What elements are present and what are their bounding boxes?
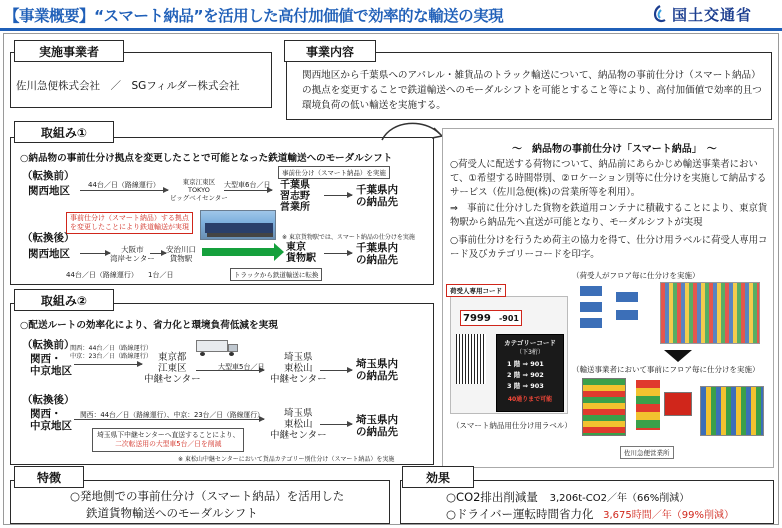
i1-after-label: （転換後） — [22, 232, 75, 244]
initiative2-label: 取組み② — [14, 289, 114, 311]
i1-before-arrow3 — [324, 195, 352, 196]
label-caption: （スマート納品用仕分け用ラベル） — [452, 421, 572, 430]
header-rule — [0, 28, 782, 31]
i1-after-port: 大阪市 湾岸センター — [110, 245, 155, 263]
rail-arrow — [202, 248, 274, 256]
i1-after-arrow1 — [80, 253, 110, 254]
i1-before-note: 事前仕分け（スマート納品）する拠点 を変更したことにより鉄道輸送が実現 — [66, 212, 193, 234]
label-number-box — [460, 310, 522, 326]
smart-heading: ～ 納品物の事前仕分け「スマート納品」 ～ — [512, 144, 717, 155]
effect-driver-label: ○ドライバー運転時間省力化 — [446, 507, 594, 521]
i1-before-center: 東京江東区 TOKYO ビッグベイセンター — [170, 178, 228, 202]
category-item-1: 1 階 ⇒ 901 — [507, 360, 544, 368]
i2-before-dest: 埼玉県内 の納品先 — [356, 358, 398, 382]
i1-after-dest: 千葉県内 の納品先 — [356, 242, 398, 266]
i2-after-origin: 関西・ 中京地区 — [30, 408, 72, 432]
i2-before-label: （転換前） — [22, 339, 75, 351]
i1-after-rail-count: 1台／日 — [148, 271, 174, 279]
effect-co2-value: 3,206t-CO2／年（66%削減） — [549, 493, 690, 504]
smart-p3: ○事前仕分けを行うため荷主の協力を得て、仕分け用ラベルに荷受人専用コード及びカテゴリーコードを印字。 — [450, 235, 768, 260]
i2-after-note-main: 埼玉県下中継センターへ直送することにより、 — [97, 431, 240, 439]
after-shelves — [700, 386, 764, 436]
initiative2-heading: ○配送ルートの効率化により、省力化と環境負荷低減を実現 — [20, 320, 278, 331]
i1-before-arrow1 — [80, 190, 168, 191]
category-box — [496, 334, 564, 412]
i2-before-origin: 関西・ 中京地区 — [30, 353, 72, 377]
category-item-2: 2 階 ⇒ 902 — [507, 371, 544, 379]
i2-after-note-sub: 二次転送用の大型車5台／日を削減 — [115, 440, 222, 448]
smart-p1: ○荷受人に配送する荷物について、納品前にあらかじめ輸送事業者において、①希望する時間帯別、②ロケーション別等に仕分けを実施して納品するサービス（佐川急便(株)の営業所等を利用）。 — [450, 159, 767, 198]
ministry-logo — [652, 2, 778, 26]
i1-after-station: 安治川口 貨物駅 — [166, 245, 196, 263]
business-label: 事業内容 — [284, 40, 376, 62]
i1-after-trunk: 44台／日（路線運行） — [66, 271, 138, 279]
feature-label: 特徴 — [14, 466, 84, 488]
sorted-pallets — [636, 380, 660, 430]
i1-before-large: 大型車6台／日 — [224, 181, 271, 189]
i1-before-arrow2 — [224, 190, 272, 191]
i1-before-sort-note: 事前仕分け（スマート納品）を実施 — [278, 166, 390, 179]
i1-before-trunk: 44台／日（路線運行） — [88, 181, 160, 189]
i2-before-arrow3 — [320, 370, 352, 371]
i2-before-hub: 埼玉県 東松山 中継センター — [270, 352, 327, 385]
down-arrow-icon — [664, 350, 692, 362]
i1-after-truck-note — [230, 268, 322, 281]
i2-after-arrow1 — [74, 419, 264, 420]
label-number-suffix: -901 — [498, 313, 519, 323]
before-trucks — [580, 282, 650, 342]
operator-text: 佐川急便株式会社 ／ SGフィルダー株式会社 — [16, 80, 240, 92]
i1-after-arrow3 — [324, 253, 352, 254]
i1-after-note-top: ※ 東京貨物駅では、スマート納品の仕分けを実施 — [282, 234, 415, 241]
curve-arrow-icon — [378, 116, 448, 144]
effect-co2 — [446, 489, 689, 507]
business-text: 関西地区から千葉県へのアパレル・雑貨品のトラック輸送について、納品物の事前仕分け（スマート納品）の拠点を変更することで鉄道輸送へのモーダルシフトを可能とすること等により、高付加価値で効率的且つ環境負荷の低い輸送を実施する。 — [302, 70, 762, 111]
ministry-name: 国土交通省 — [672, 5, 753, 24]
operator-label: 実施事業者 — [14, 40, 124, 62]
initiative1-label: 取組み① — [14, 121, 114, 143]
i1-after-origin: 関西地区 — [28, 248, 70, 260]
office-caption: 佐川急便営業所 — [620, 446, 674, 459]
i1-before-hub: 千葉県 習志野 営業所 — [280, 180, 310, 213]
i2-after-hub: 埼玉県 東松山 中継センター — [270, 408, 327, 441]
before-caption: （荷受人がフロア毎に仕分けを実施） — [572, 271, 700, 280]
i1-after-arrow2 — [150, 253, 166, 254]
i2-after-trunk: 関西：44台／日（路線運行）、中京：23台／日（路線運行） — [80, 411, 264, 419]
i1-after-hub: 東京 貨物駅 — [286, 242, 316, 264]
after-caption: （輸送事業者において事前にフロア毎に仕分けを実施） — [572, 365, 760, 374]
category-item-3: 3 階 ⇒ 903 — [507, 382, 544, 390]
before-shelves — [660, 282, 760, 344]
i2-after-label: （転換後） — [22, 394, 75, 406]
i2-before-trunk: 関西：44台／日（路線運行） 中京：23台／日（路線運行） — [70, 345, 153, 360]
delivery-truck — [664, 392, 692, 416]
smart-p2: ⇒ 事前に仕分けした貨物を鉄道用コンテナに積載することにより、東京貨物駅から納品先へ直送が可能となり、モーダルシフトが実現 — [450, 203, 768, 228]
category-title: カテゴリーコード — [504, 339, 556, 347]
flow-curve-arrow — [378, 116, 448, 144]
ministry-emblem-icon — [652, 5, 668, 23]
initiative1-heading: ○納品物の事前仕分け拠点を変更したことで可能となった鉄道輸送へのモーダルシフト — [20, 153, 393, 164]
effect-driver-value: 3,675時間／年（99%削減） — [603, 510, 734, 521]
truck-image — [196, 340, 238, 356]
i2-after-footnote: ※ 東松山中継センターにおいて貨品カテゴリー別仕分け（スマート納品）を実施 — [178, 456, 395, 463]
i1-before-dest: 千葉県内 の納品先 — [356, 184, 398, 208]
effect-label: 効果 — [402, 466, 474, 488]
i2-after-dest: 埼玉県内 の納品先 — [356, 414, 398, 438]
effect-driver — [446, 506, 734, 524]
i2-after-note — [92, 428, 244, 452]
label-barcode — [456, 334, 486, 384]
i2-before-large: 大型車5台／日 — [218, 363, 265, 371]
rail-arrow-head — [274, 243, 284, 261]
label-code-caption: 荷受人専用コード — [446, 284, 506, 297]
effect-co2-label: ○CO2排出削減量 — [446, 490, 538, 504]
train-photo — [200, 210, 276, 240]
feature-text-line1: ○発地側での事前仕分け（スマート納品）を活用した — [70, 489, 345, 503]
label-number-main: 7999 — [463, 312, 491, 324]
sorting-shelves — [582, 378, 626, 436]
i2-after-arrow2 — [320, 424, 352, 425]
page-title: 【事業概要】“スマート納品”を活用した高付加価値で効率的な輸送の実現 — [4, 7, 504, 25]
i1-after-truck-note-text: トラックから鉄道輸送に転換 — [234, 271, 319, 279]
feature-text-line2: 鉄道貨物輸送へのモーダルシフト — [86, 506, 258, 520]
i1-before-label: （転換前） — [22, 170, 75, 182]
category-subtitle: （下3桁） — [516, 349, 544, 356]
i1-before-origin: 関西地区 — [28, 185, 70, 197]
category-note: 40通りまで可能 — [507, 396, 553, 403]
i2-before-arrow1 — [74, 364, 142, 365]
i2-before-center: 東京都 江東区 中継センター — [144, 352, 201, 385]
